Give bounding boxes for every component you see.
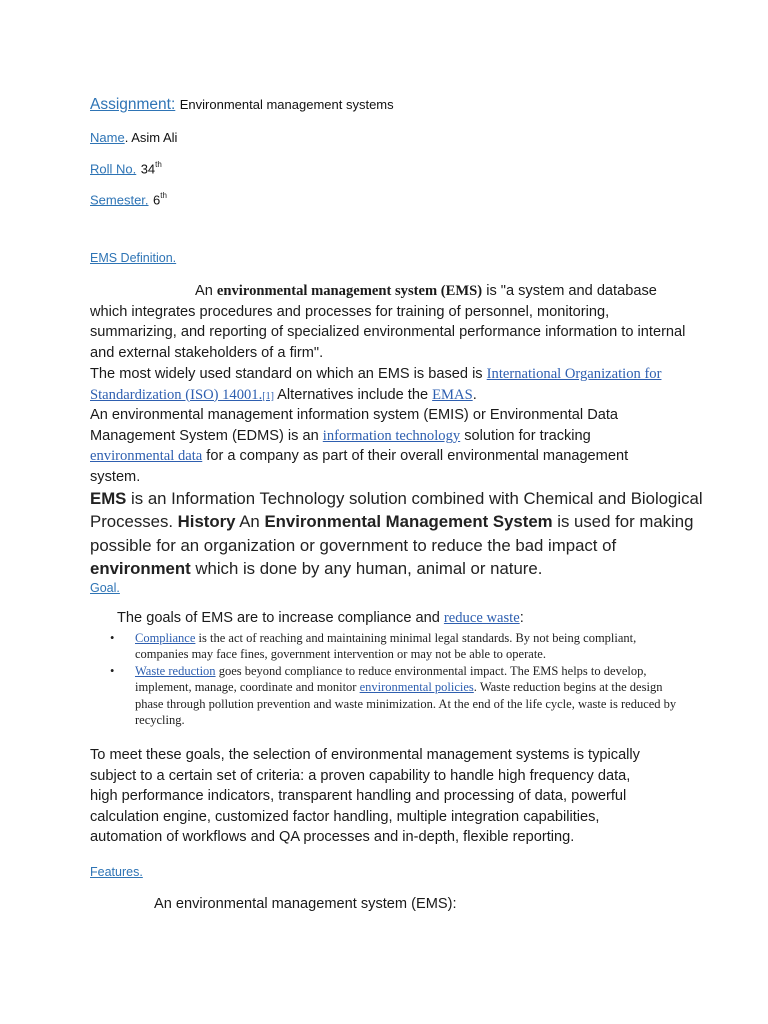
criteria-paragraph: To meet these goals, the selection of environmental management systems is typically subject to a certain set of criteria: a proven capability to handle high frequency data, high performance indicators, transparent handling and processing of data, powerful calculation engine, customized factor handling, multiple integration capabilities, automation of workflows and QA processes and in-depth, flexible reporting. — [90, 747, 640, 846]
goals-list — [110, 630, 680, 728]
goals-intro-colon: : — [519, 610, 524, 626]
list-item — [110, 663, 680, 729]
definition-text-b: is "a system and database which integrates procedures and processes for training of personnel, monitoring, summarizing, and reporting of specialized environmental performance information to internal and external stakeholders of a firm". — [90, 283, 686, 361]
semester-sup: th — [160, 191, 167, 200]
features-intro: An environmental management system (EMS): — [154, 896, 457, 912]
waste-reduction-link[interactable]: Waste reduction — [135, 663, 216, 678]
ems-description-paragraph — [90, 487, 710, 580]
compliance-link[interactable]: Compliance — [135, 631, 196, 645]
emis-paragraph — [90, 405, 650, 487]
name-value: . Asim Ali — [124, 130, 178, 145]
name-line — [90, 129, 177, 147]
list-item — [110, 630, 680, 663]
semester-label: Semester. — [90, 192, 149, 208]
assignment-value: Environmental management systems — [179, 97, 394, 112]
compliance-text: is the act of reaching and maintaining minimal legal standards. By not being compliant, companies may face fines, government intervention or may not be able to operate. — [135, 631, 637, 662]
emas-link[interactable]: EMAS — [432, 386, 473, 403]
reference-link[interactable]: [1] — [262, 390, 274, 402]
ems-desc-text-4: which is done by any human, animal or nature. — [190, 558, 543, 578]
environmental-policies-link[interactable]: environmental policies — [359, 680, 474, 695]
features-heading: Features. — [90, 865, 143, 879]
emis-text-a: An environmental management information system (EMIS) or Environmental Data Management System (EDMS) is an — [90, 407, 619, 444]
waste-reduction-text-a: goes beyond compliance to reduce environmental impact. The EMS helps to develop, implement, manage, coordinate and monitor — [135, 663, 647, 695]
roll-line — [90, 160, 162, 178]
reduce-waste-link[interactable]: reduce waste — [443, 610, 520, 626]
standard-text-a: The most widely used standard on which an EMS is based is — [90, 366, 487, 382]
standard-text-c: . — [472, 386, 477, 403]
semester-line — [90, 191, 167, 209]
standard-text-b: Alternatives include the — [273, 386, 433, 403]
roll-label: Roll No. — [90, 161, 137, 177]
waste-reduction-text-b: . Waste reduction begins at the design phase through pollution prevention and waste minimization. At the end of the life cycle, waste is reduced by recycling. — [135, 680, 677, 728]
goal-heading: Goal. — [90, 581, 120, 595]
ems-desc-text-3: is used for making possible for an organization or government to reduce the bad impact of — [90, 512, 694, 555]
ems-desc-text-2: An — [235, 512, 265, 532]
definition-paragraph — [90, 281, 690, 363]
iso-14001-link[interactable]: International Organization for Standardization (ISO) 14001. — [90, 366, 662, 403]
standard-paragraph — [90, 364, 685, 407]
ems-desc-text-1: is an Information Technology solution combined with Chemical and Biological Processes. — [90, 489, 703, 532]
environment-bold: environment — [90, 558, 191, 578]
ems-bold: EMS — [90, 489, 127, 508]
definition-text-a: An — [195, 283, 217, 299]
assignment-label: Assignment: — [90, 96, 176, 113]
goals-intro-text: The goals of EMS are to increase compliance and — [117, 610, 444, 626]
roll-sup: th — [155, 160, 162, 169]
name-label: Name — [90, 130, 125, 145]
information-technology-link[interactable]: information technology — [322, 427, 461, 444]
environmental-management-system-bold: Environmental Management System — [264, 512, 553, 532]
semester-value: 6 — [152, 192, 161, 208]
ems-definition-heading: EMS Definition. — [90, 251, 177, 265]
roll-value: 34 — [140, 161, 156, 177]
assignment-line — [90, 96, 394, 114]
emis-text-c: for a company as part of their overall environmental management system. — [90, 448, 629, 485]
bullet-icon: • — [110, 631, 115, 645]
history-bold: History — [177, 512, 236, 532]
environmental-data-link[interactable]: environmental data — [90, 448, 203, 465]
goals-intro — [117, 610, 524, 627]
bullet-icon: • — [110, 663, 115, 678]
ems-term: environmental management system (EMS) — [216, 283, 483, 299]
emis-text-b: solution for tracking — [460, 427, 591, 444]
